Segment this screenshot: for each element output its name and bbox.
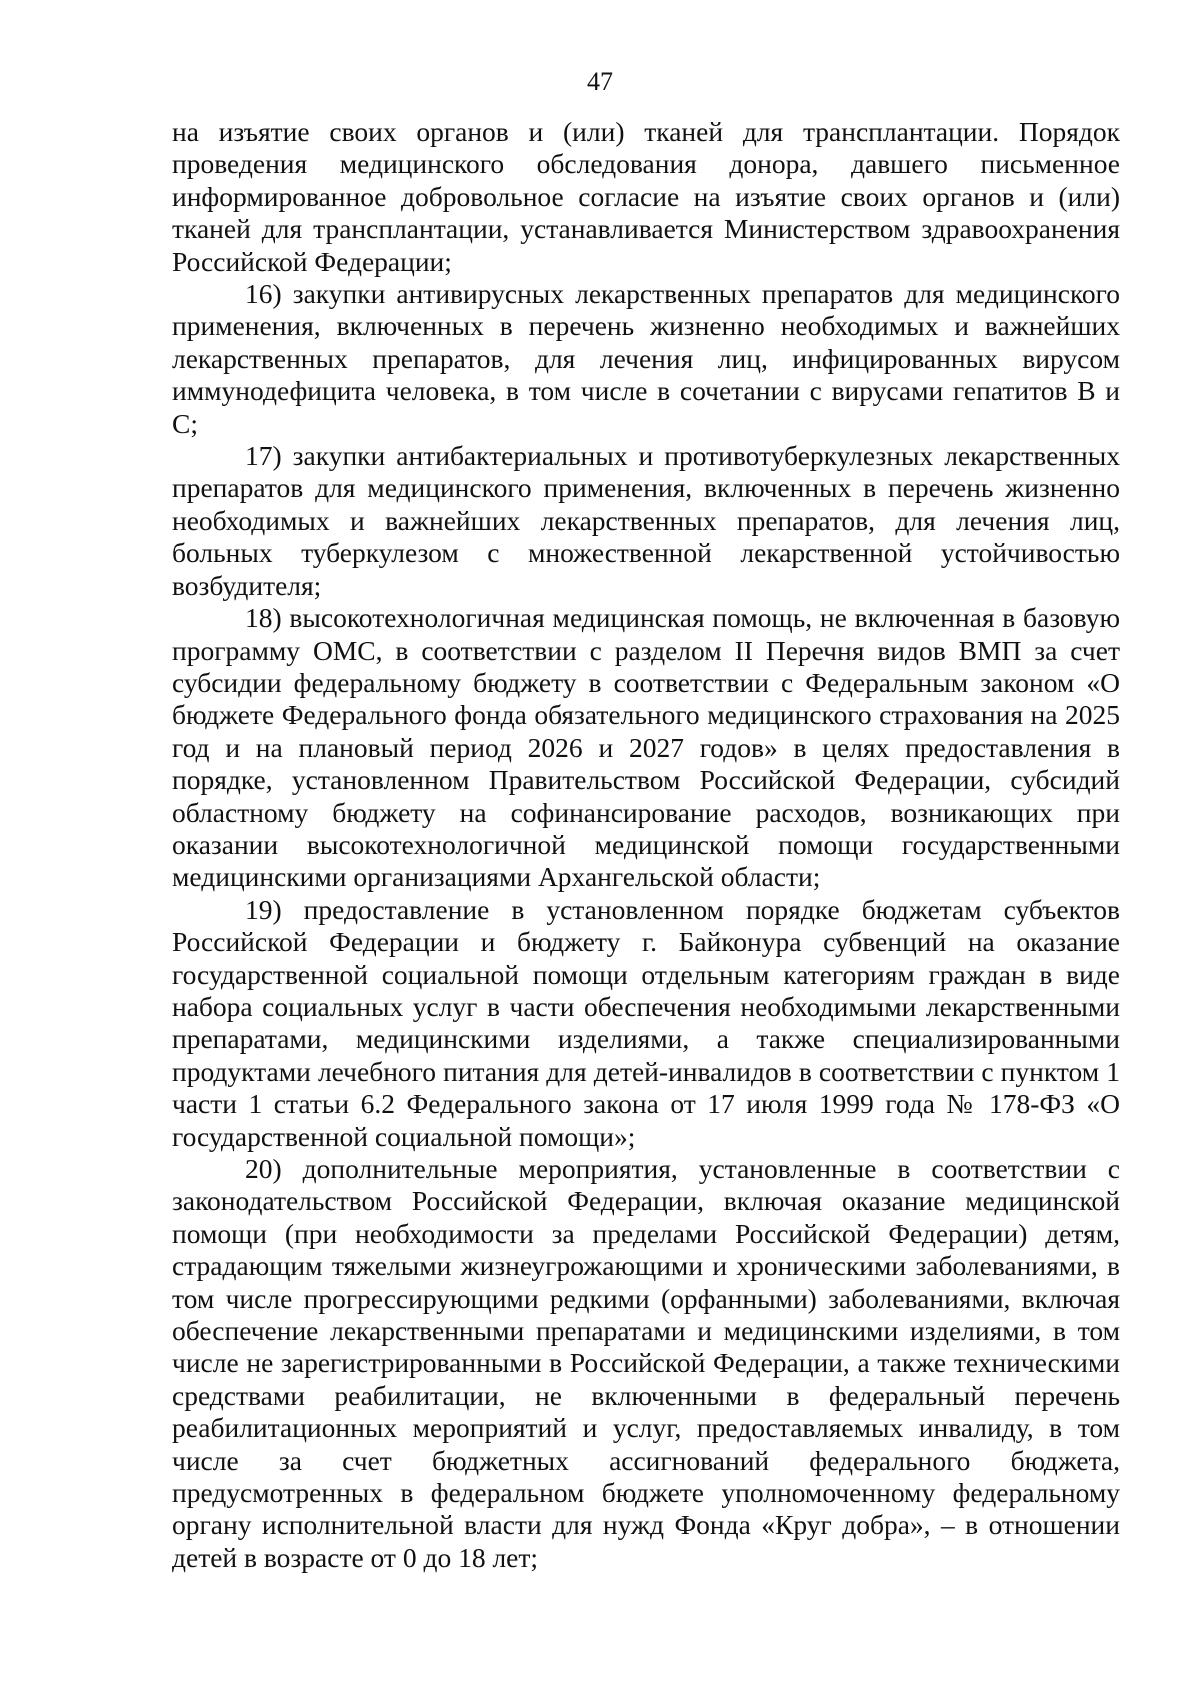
page-number: 47 xyxy=(587,67,613,96)
paragraph-item-18: 18) высокотехнологичная медицинская помощь, не включенная в базовую программу ОМС, в соответствии с разделом II Перечня видов ВМП за счет субсидии федеральному бюджету в соответствии с Федеральным законом «О бюджете Федерального фонда обязательного медицинского страхования на 2025 год и на плановый период 2026 и 2027 годов» в целях предоставления в порядке, установленном Правительством Российской Федерации, субсидий областному бюджету на софинансирование расходов, возникающих при оказании высокотехнологичной медицинской помощи государственными медицинскими организациями Архангельской области; xyxy=(172,602,1120,893)
body-text xyxy=(172,116,1120,1574)
paragraph-item-16: 16) закупки антивирусных лекарственных препаратов для медицинского применения, включенных в перечень жизненно необходимых и важнейших лекарственных препаратов, для лечения лиц, инфицированных вирусом иммунодефицита человека, в том числе в сочетании с вирусами гепатитов B и C; xyxy=(172,278,1120,439)
paragraph-item-20: 20) дополнительные мероприятия, установленные в соответствии с законодательством Российской Федерации, включая оказание медицинской помощи (при необходимости за пределами Российской Федерации) детям, страдающим тяжелыми жизнеугрожающими и хроническими заболеваниями, в том числе прогрессирующими редкими (орфанными) заболеваниями, включая обеспечение лекарственными препаратами и медицинскими изделиями, в том числе не зарегистрированными в Российской Федерации, а также техническими средствами реабилитации, не включенными в федеральный перечень реабилитационных мероприятий и услуг, предоставляемых инвалиду, в том числе за счет бюджетных ассигнований федерального бюджета, предусмотренных в федеральном бюджете уполномоченному федеральному органу исполнительной власти для нужд Фонда «Круг добра», – в отношении детей в возрасте от 0 до 18 лет; xyxy=(172,1153,1120,1573)
paragraph-item-19: 19) предоставление в установленном порядке бюджетам субъектов Российской Федерации и бюджету г. Байконура субвенций на оказание государственной социальной помощи отдельным категориям граждан в виде набора социальных услуг в части обеспечения необходимыми лекарственными препаратами, медицинскими изделиями, а также специализированными продуктами лечебного питания для детей-инвалидов в соответствии с пунктом 1 части 1 статьи 6.2 Федерального закона от 17 июля 1999 года № 178-ФЗ «О государственной социальной помощи»; xyxy=(172,893,1120,1152)
paragraph-item-17: 17) закупки антибактериальных и противотуберкулезных лекарственных препаратов для медицинского применения, включенных в перечень жизненно необходимых и важнейших лекарственных препаратов, для лечения лиц, больных туберкулезом с множественной лекарственной устойчивостью возбудителя; xyxy=(172,440,1120,601)
paragraph-continuation: на изъятие своих органов и (или) тканей для трансплантации. Порядок проведения медицинского обследования донора, давшего письменное информированное добровольное согласие на изъятие своих органов и (или) тканей для трансплантации, устанавливается Министерством здравоохранения Российской Федерации; xyxy=(172,116,1120,277)
